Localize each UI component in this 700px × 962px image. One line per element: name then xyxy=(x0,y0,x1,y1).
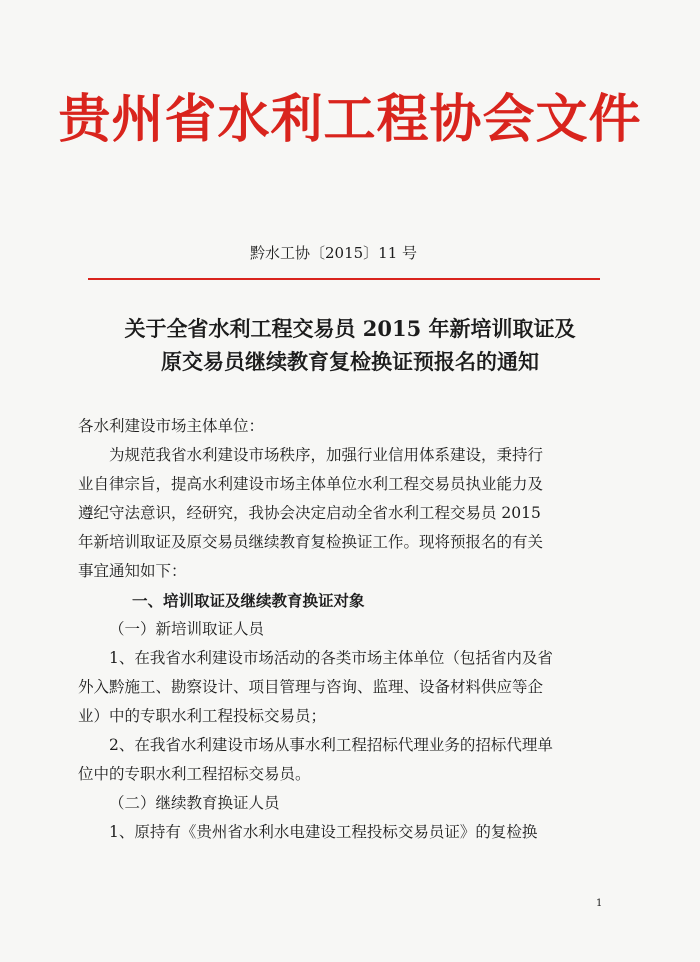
paragraph-line: 业）中的专职水利工程投标交易员； xyxy=(78,707,327,725)
paragraph-line: 业自律宗旨，提高水利建设市场主体单位水利工程交易员执业能力及 xyxy=(78,475,544,493)
paragraph-line: 为规范我省水利建设市场秩序，加强行业信用体系建设，秉持行 xyxy=(109,446,544,464)
notice-title-line: 关于全省水利工程交易员 2015 年新培训取证及 xyxy=(124,316,576,341)
paragraph-line: 遵纪守法意识，经研究，我协会决定启动全省水利工程交易员 2015 xyxy=(78,504,541,522)
subsection-heading: （一）新培训取证人员 xyxy=(109,620,265,638)
paragraph-line: 外入黔施工、勘察设计、项目管理与咨询、监理、设备材料供应等企 xyxy=(78,678,544,696)
header-divider xyxy=(88,278,600,280)
document-header-title: 贵州省水利工程协会文件 xyxy=(58,89,642,150)
notice-title-line: 原交易员继续教育复检换证预报名的通知 xyxy=(161,349,539,374)
addressee: 各水利建设市场主体单位： xyxy=(78,417,265,435)
paragraph-line: 2、在我省水利建设市场从事水利工程招标代理业务的招标代理单 xyxy=(109,736,553,754)
subsection-heading: （二）继续教育换证人员 xyxy=(109,794,280,812)
notice-body xyxy=(78,412,618,847)
paragraph-line: 1、原持有《贵州省水利水电建设工程投标交易员证》的复检换 xyxy=(109,823,538,841)
paragraph-line: 事宜通知如下： xyxy=(78,562,187,580)
notice-title xyxy=(70,312,630,378)
paragraph-line: 1、在我省水利建设市场活动的各类市场主体单位（包括省内及省 xyxy=(109,649,553,667)
page-number: 1 xyxy=(596,898,603,909)
paragraph-line: 位中的专职水利工程招标交易员。 xyxy=(78,765,311,783)
paragraph-line: 年新培训取证及原交易员继续教育复检换证工作。现将预报名的有关 xyxy=(78,533,544,551)
document-number: 黔水工协〔2015〕11 号 xyxy=(250,244,418,262)
section-heading: 一、培训取证及继续教育换证对象 xyxy=(132,591,365,610)
